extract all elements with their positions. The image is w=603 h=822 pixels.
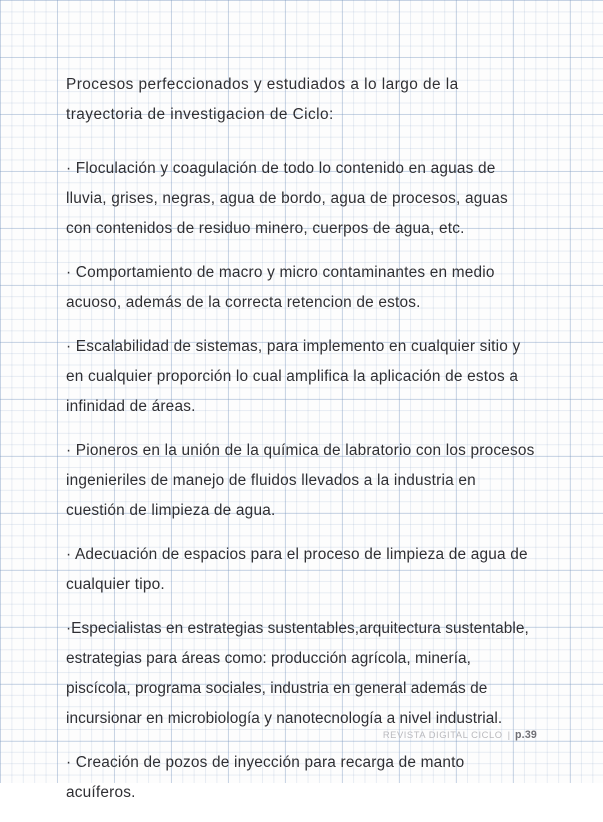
bullet-paragraph-comportamiento: · Comportamiento de macro y micro contaminantes en medio acuoso, además de la correcta retencion de estos. <box>66 264 495 311</box>
document-body <box>66 70 536 822</box>
intro-paragraph: Procesos perfeccionados y estudiados a lo largo de la trayectoria de investigacion de Ciclo: <box>66 76 459 123</box>
bullet-paragraph-floculacion: · Floculación y coagulación de todo lo contenido en aguas de lluvia, grises, negras, agua de bordo, agua de procesos, aguas con contenidos de residuo minero, cuerpos de agua, etc. <box>66 160 508 237</box>
bullet-paragraph-escalabilidad: · Escalabilidad de sistemas, para implemento en cualquier sitio y en cualquier proporción lo cual amplifica la aplicación de estos a infinidad de áreas. <box>66 338 521 415</box>
footer-page-number: p.39 <box>515 729 537 741</box>
page-footer <box>383 729 537 741</box>
footer-separator: | <box>507 729 510 740</box>
footer-publication-label: REVISTA DIGITAL CICLO <box>382 729 503 740</box>
bullet-paragraph-pozos: · Creación de pozos de inyección para recarga de manto acuíferos. <box>66 754 465 801</box>
bullet-paragraph-pioneros: · Pioneros en la unión de la química de labratorio con los procesos ingenieriles de manejo de fluidos llevados a la industria en cuestión de limpieza de agua. <box>66 442 535 519</box>
bullet-paragraph-especialistas: ·Especialistas en estrategias sustentables,arquitectura sustentable, estrategias para áreas como: producción agrícola, minería, piscícola, programa sociales, industria en general además de incursionar en microbiología y nanotecnología a nivel industrial. <box>66 620 529 727</box>
bullet-paragraph-adecuacion: · Adecuación de espacios para el proceso de limpieza de agua de cualquier tipo. <box>66 546 528 593</box>
